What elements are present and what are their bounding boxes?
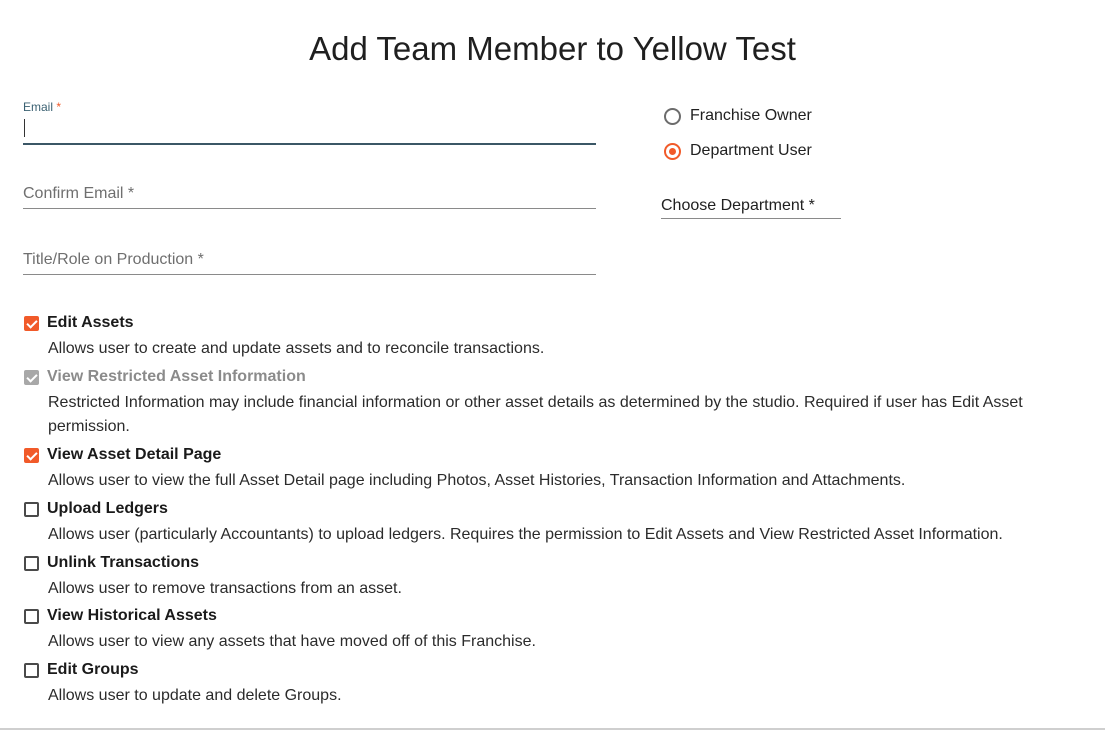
permission-view-restricted-asset-information <box>23 367 1083 439</box>
radio-label: Department User <box>690 142 812 159</box>
permission-edit-groups <box>23 660 1083 708</box>
radio-franchise-owner[interactable] <box>664 107 812 125</box>
radio-checked-icon[interactable] <box>664 143 681 160</box>
permission-title: Edit Groups <box>47 661 139 678</box>
permission-title: Upload Ledgers <box>47 500 168 517</box>
checkbox-unchecked-icon[interactable] <box>24 556 39 571</box>
permission-description: Allows user to create and update assets and to reconcile transactions. <box>48 340 545 357</box>
checkbox-unchecked-icon[interactable] <box>24 609 39 624</box>
email-label: Email * <box>23 100 62 114</box>
confirm-email-field[interactable] <box>23 184 596 210</box>
radio-unchecked-icon[interactable] <box>664 108 681 125</box>
permission-description: Allows user (particularly Accountants) to upload ledgers. Requires the permission to Edit Assets and View Restricted Asset Information. <box>48 526 1003 543</box>
radio-department-user[interactable] <box>664 142 812 160</box>
permission-description: Allows user to view any assets that have moved off of this Franchise. <box>48 633 536 650</box>
title-role-underline <box>23 274 596 275</box>
permission-description: Allows user to update and delete Groups. <box>48 687 342 704</box>
permission-title: Unlink Transactions <box>47 554 200 571</box>
permission-title: View Restricted Asset Information <box>47 368 306 385</box>
permission-title: Edit Assets <box>47 314 134 331</box>
radio-label: Franchise Owner <box>690 107 812 124</box>
permission-description: Allows user to remove transactions from an asset. <box>48 580 402 597</box>
permission-unlink-transactions <box>23 553 1083 601</box>
choose-department-select[interactable] <box>661 197 841 215</box>
choose-department-label: Choose Department * <box>661 197 815 214</box>
checkbox-checked-icon[interactable] <box>24 316 39 331</box>
text-caret <box>24 119 25 137</box>
email-underline <box>23 143 596 145</box>
email-field[interactable] <box>23 100 596 146</box>
checkbox-unchecked-icon[interactable] <box>24 663 39 678</box>
checkbox-checked-disabled-icon <box>24 370 39 385</box>
permission-edit-assets <box>23 313 1083 361</box>
permission-description: Restricted Information may include financial information or other asset details as determined by the studio. Required if user has Edit Asset permission. <box>48 394 1023 435</box>
email-input[interactable] <box>23 119 596 139</box>
title-role-label: Title/Role on Production * <box>23 251 204 268</box>
checkbox-unchecked-icon[interactable] <box>24 502 39 517</box>
permission-upload-ledgers <box>23 499 1083 547</box>
confirm-email-label: Confirm Email * <box>23 185 135 202</box>
confirm-email-underline <box>23 208 596 209</box>
choose-department-underline <box>661 218 841 219</box>
permission-title: View Historical Assets <box>47 607 217 624</box>
title-role-field[interactable] <box>23 250 596 276</box>
dialog-title: Add Team Member to Yellow Test <box>309 30 796 67</box>
checkbox-checked-icon[interactable] <box>24 448 39 463</box>
permission-view-asset-detail-page <box>23 445 1083 493</box>
permission-description: Allows user to view the full Asset Detail page including Photos, Asset Histories, Transaction Information and Attachments. <box>48 472 906 489</box>
permission-view-historical-assets <box>23 606 1083 654</box>
permission-title: View Asset Detail Page <box>47 446 222 463</box>
